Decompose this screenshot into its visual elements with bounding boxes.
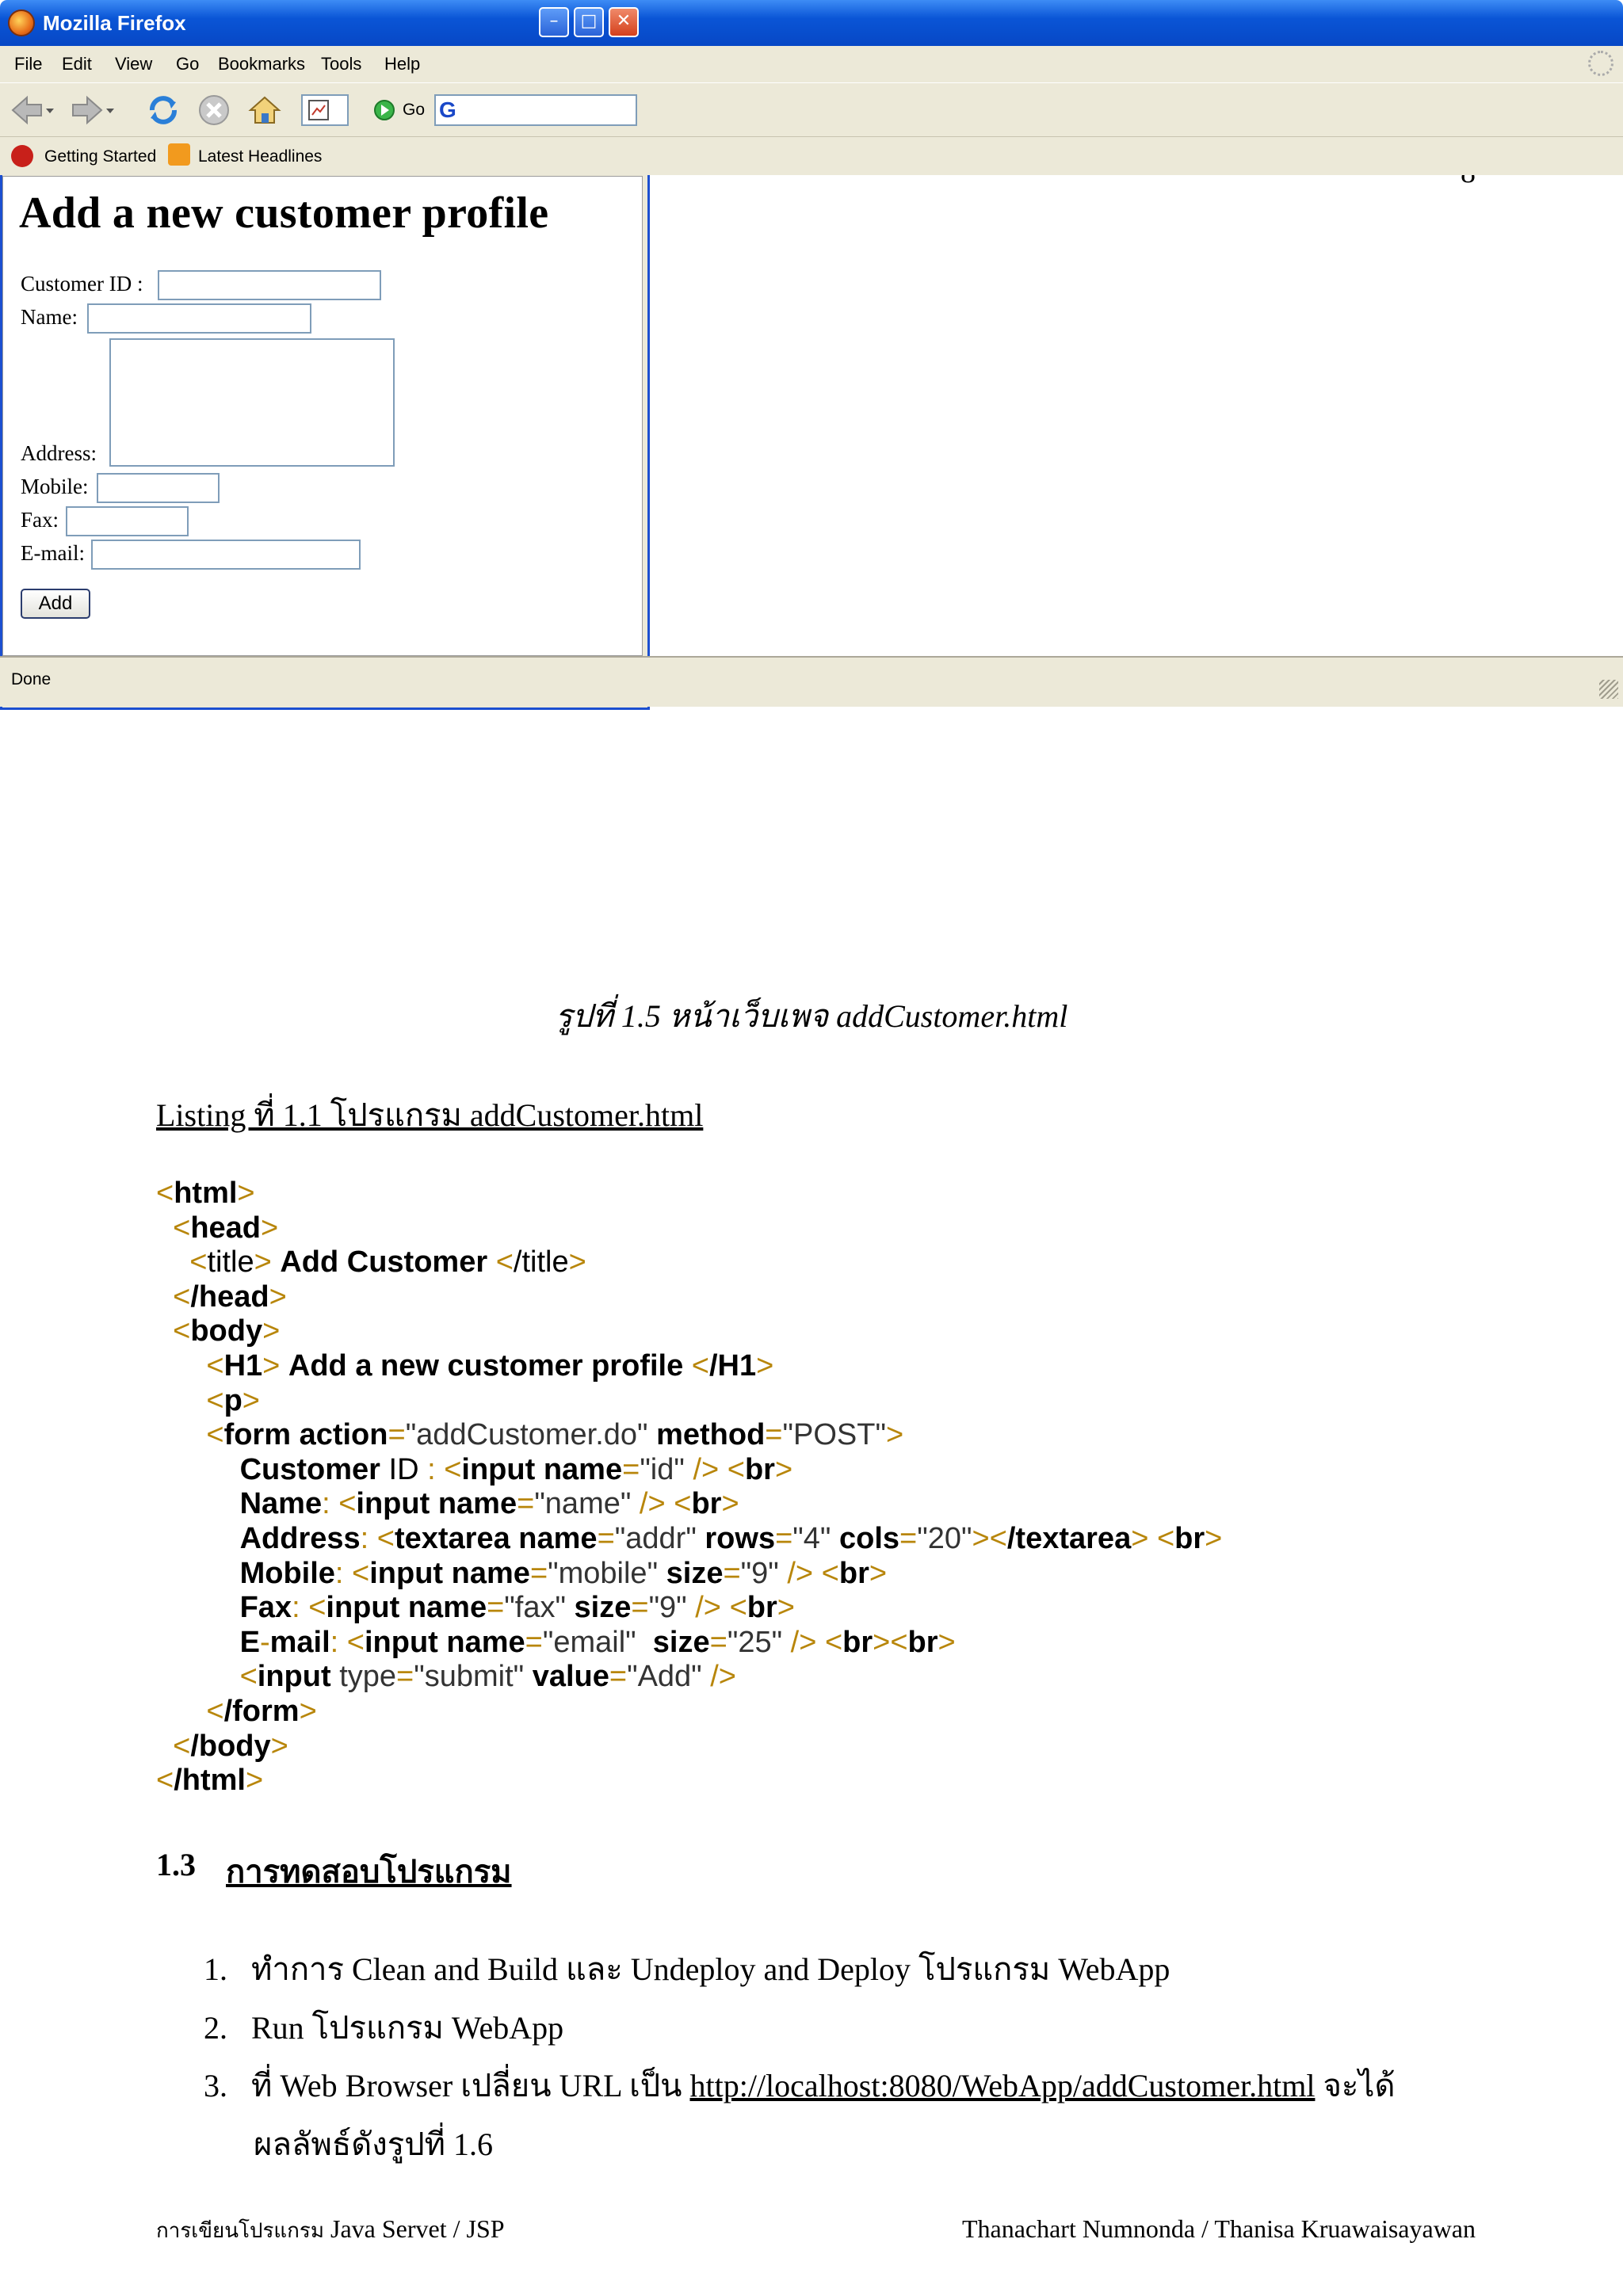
bookmark-latest-headlines: Latest Headlines <box>198 147 323 166</box>
browser-titlebar <box>0 0 650 46</box>
browser-title: Mozilla Firefox <box>43 11 186 35</box>
label-customer-id: Customer ID : <box>21 272 143 296</box>
menu-file: File <box>14 54 43 74</box>
textarea-address <box>109 338 395 467</box>
input-customer-id <box>158 270 381 300</box>
code-line: <p> <box>206 1383 260 1417</box>
label-email: E-mail: <box>21 541 85 565</box>
forward-icon <box>70 93 105 128</box>
label-mobile: Mobile: <box>21 475 89 498</box>
bookmark-getting-started: Getting Started <box>44 147 157 166</box>
footer-right: Thanachart Numnonda / Thanisa Kruawaisayawan <box>961 2214 1476 2243</box>
code-listing <box>156 1177 1222 1798</box>
input-email <box>91 540 361 570</box>
firefox-bookmark-icon <box>11 145 33 167</box>
browser-content <box>2 176 643 656</box>
code-line: Name: <input name="name" /> <br> <box>239 1487 739 1521</box>
code-line: <H1> Add a new customer profile </H1> <box>206 1348 774 1383</box>
maximize-icon: □ <box>574 7 604 37</box>
label-fax: Fax: <box>21 508 59 532</box>
stop-icon <box>197 93 231 128</box>
section-title: การทดสอบโปรแกรม <box>226 1854 512 1890</box>
menu-view: View <box>115 54 153 74</box>
firefox-logo-icon <box>8 10 35 36</box>
footer-left: การเขียนโปรแกรม Java Servet / JSP <box>156 2214 505 2243</box>
menu-edit: Edit <box>62 54 92 74</box>
code-line: </body> <box>173 1729 288 1763</box>
status-text: Done <box>11 670 52 688</box>
step-1: 1. ทำการ Clean and Build และ Undeploy and Deploy โปรแกรม WebApp <box>204 1951 1170 1987</box>
bookmarks-toolbar <box>0 136 650 175</box>
input-mobile <box>97 473 220 503</box>
listing-title: Listing ที่ 1.1 โปรแกรม addCustomer.html <box>156 1097 704 1133</box>
code-line: <form action="addCustomer.do" method="POST"> <box>206 1418 904 1452</box>
minimize-icon: – <box>539 7 569 37</box>
localhost-url-link[interactable]: http://localhost:8080/WebApp/addCustomer.html <box>689 2068 1316 2103</box>
home-icon <box>247 93 282 128</box>
label-name: Name: <box>21 305 78 329</box>
add-button-screenshot: Add <box>21 589 90 619</box>
code-line: <body> <box>173 1314 281 1348</box>
menu-tools: Tools <box>321 54 362 74</box>
browser-toolbar <box>0 82 650 137</box>
back-dropdown-icon <box>44 93 55 128</box>
back-icon <box>10 93 44 128</box>
reload-icon <box>146 93 181 128</box>
code-line: </form> <box>206 1694 317 1728</box>
google-search-icon: G <box>439 97 456 122</box>
figure-caption: รูปที่ 1.5 หน้าเว็บเพจ addCustomer.html <box>555 998 1068 1034</box>
step-2: 2. Run โปรแกรม WebApp <box>204 2010 564 2046</box>
go-label: Go <box>403 101 426 119</box>
code-line: Fax: <input name="fax" size="9" /> <br> <box>239 1591 795 1625</box>
menu-bookmarks: Bookmarks <box>218 54 306 74</box>
browser-menubar <box>0 46 650 82</box>
rss-icon <box>168 143 190 166</box>
step-3-continuation: ผลลัพธ์ดังรูปที่ 1.6 <box>254 2126 493 2162</box>
code-line: Address: <textarea name="addr" rows="4" cols="20"></textarea> <br> <box>239 1521 1223 1555</box>
input-fax <box>66 506 189 536</box>
page-icon <box>307 99 330 121</box>
browser-statusbar <box>0 656 650 707</box>
code-line: Customer ID : <input name="id" /> <br> <box>239 1452 793 1486</box>
close-icon: ✕ <box>609 7 639 37</box>
section-number: 1.3 <box>156 1847 196 1882</box>
code-line: <title> Add Customer </title> <box>189 1245 586 1280</box>
code-line: <input type="submit" value="Add" /> <box>239 1660 736 1694</box>
code-line: <html> <box>156 1177 255 1210</box>
code-line: </html> <box>156 1764 264 1798</box>
input-name <box>87 303 311 334</box>
menu-help: Help <box>384 54 421 74</box>
search-box <box>434 94 637 126</box>
code-line: </head> <box>173 1280 287 1314</box>
forward-dropdown-icon <box>105 93 116 128</box>
step-3: 3. ที่ Web Browser เปลี่ยน URL เป็น http://localhost:8080/WebApp/addCustomer.html จะได้ <box>204 2068 1396 2103</box>
code-line: Mobile: <input name="mobile" size="9" /> <br> <box>239 1556 888 1590</box>
label-address: Address: <box>21 441 97 465</box>
web-heading: Add a new customer profile <box>19 189 549 238</box>
url-bar <box>301 94 349 126</box>
code-line: <head> <box>173 1211 279 1245</box>
menu-go: Go <box>176 54 200 74</box>
browser-window-screenshot <box>0 0 650 710</box>
go-icon <box>372 93 396 128</box>
code-line: E-mail: <input name="email" size="25" /> <br><br> <box>239 1625 956 1659</box>
